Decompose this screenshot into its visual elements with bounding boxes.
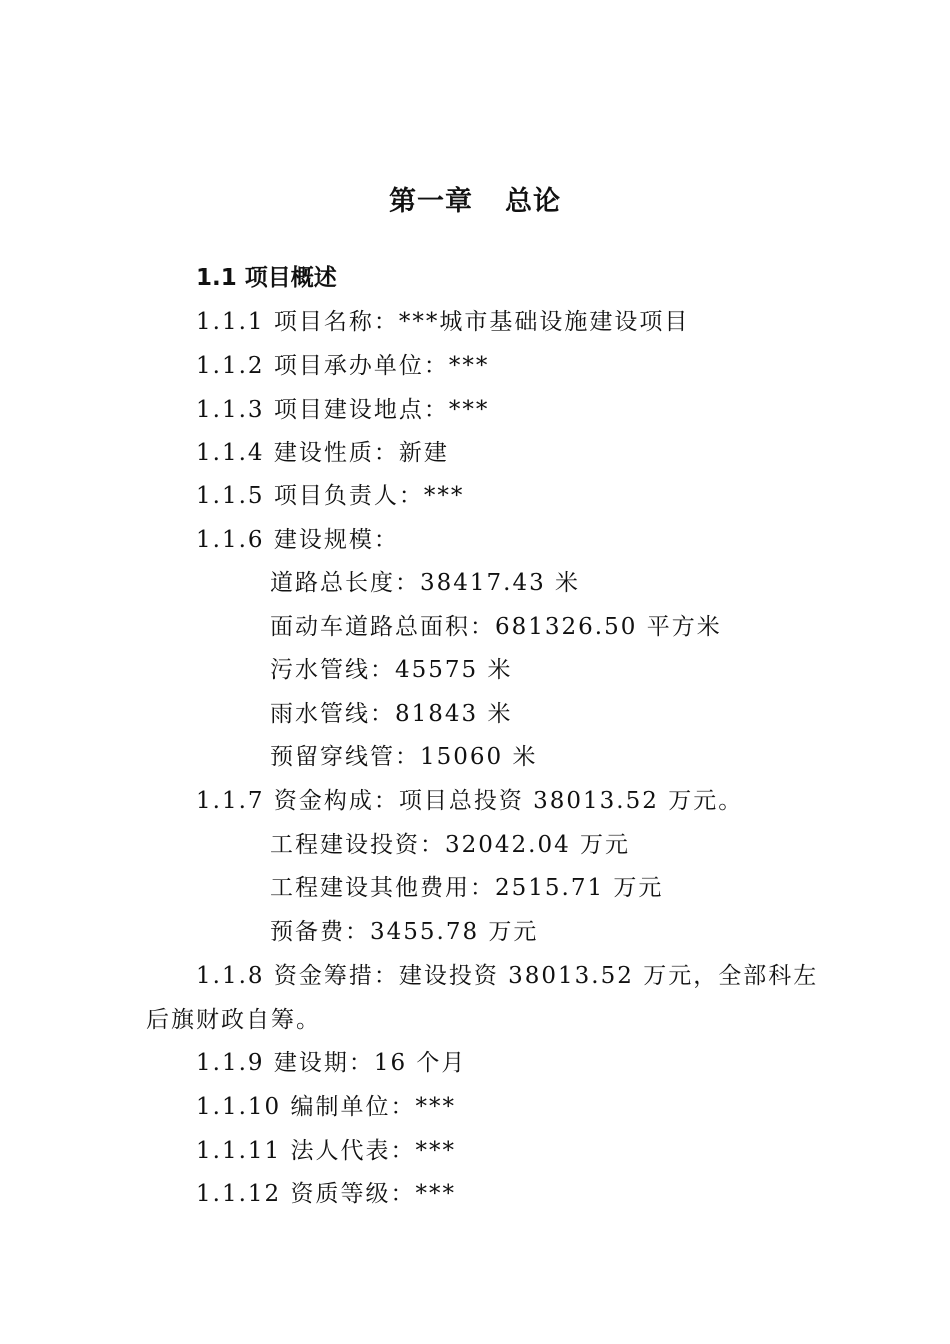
funding-construction: 工程建设投资：32042.04 万元 — [270, 832, 631, 858]
item-qualification: 1.1.12 资质等级：*** — [196, 1181, 456, 1207]
item-financing-line2: 后旗财政自筹。 — [146, 1007, 321, 1033]
item-legal-rep: 1.1.11 法人代表：*** — [196, 1138, 456, 1164]
item-funding-heading: 1.1.7 资金构成：项目总投资 38013.52 万元。 — [196, 788, 744, 814]
scale-sewage-pipe: 污水管线：45575 米 — [270, 657, 513, 683]
item-location: 1.1.3 项目建设地点：*** — [196, 397, 490, 423]
item-manager: 1.1.5 项目负责人：*** — [196, 483, 465, 509]
item-scale-heading: 1.1.6 建设规模： — [196, 527, 399, 553]
scale-reserved-conduit: 预留穿线管：15060 米 — [270, 744, 538, 770]
chapter-name: 总论 — [505, 186, 561, 217]
section-heading: 1.1 项目概述 — [196, 265, 337, 291]
scale-road-length: 道路总长度：38417.43 米 — [270, 570, 581, 596]
item-financing-line1: 1.1.8 资金筹措：建设投资 38013.52 万元，全部科左 — [196, 963, 819, 989]
chapter-title — [0, 184, 950, 220]
item-compiler: 1.1.10 编制单位：*** — [196, 1094, 456, 1120]
scale-vehicle-road-area: 面动车道路总面积：681326.50 平方米 — [270, 614, 722, 640]
scale-rain-pipe: 雨水管线：81843 米 — [270, 701, 513, 727]
item-undertaker: 1.1.2 项目承办单位：*** — [196, 353, 490, 379]
funding-other: 工程建设其他费用：2515.71 万元 — [270, 875, 664, 901]
chapter-number: 第一章 — [389, 186, 473, 217]
item-period: 1.1.9 建设期：16 个月 — [196, 1050, 467, 1076]
item-nature: 1.1.4 建设性质：新建 — [196, 440, 449, 466]
funding-reserve: 预备费：3455.78 万元 — [270, 919, 539, 945]
item-project-name: 1.1.1 项目名称：***城市基础设施建设项目 — [196, 309, 690, 335]
